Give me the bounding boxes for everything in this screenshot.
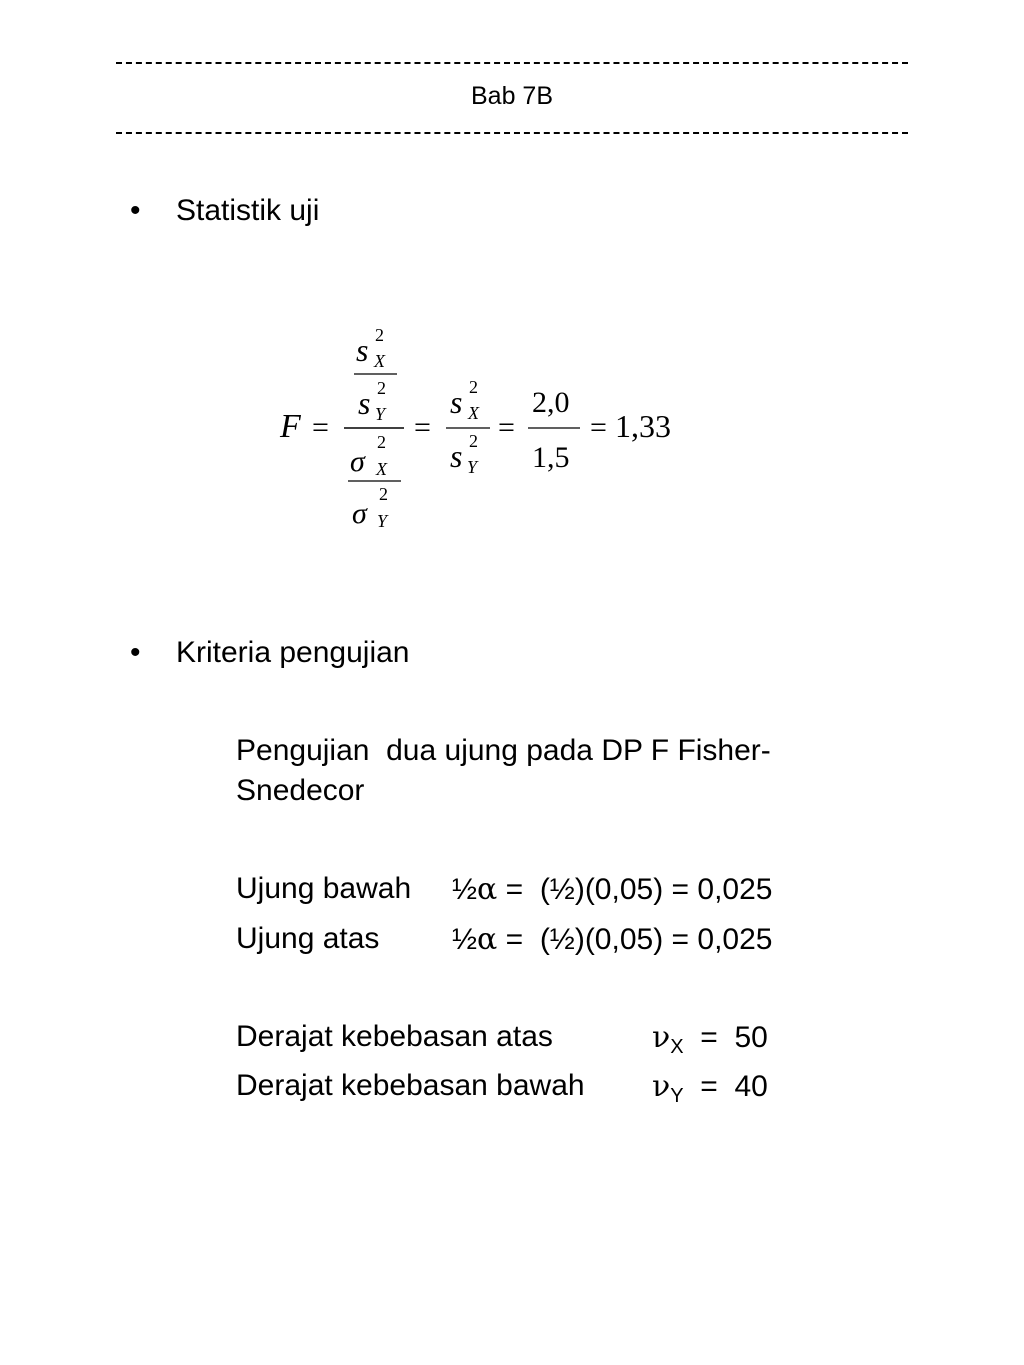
section-heading-statistik-uji: Statistik uji xyxy=(176,194,320,227)
half-symbol: ½ xyxy=(452,923,478,956)
test-type-line-2: Snedecor xyxy=(236,774,365,807)
formula-exp: 2 xyxy=(469,377,478,397)
formula-eq-2: = xyxy=(414,411,431,444)
nu-symbol: ν xyxy=(652,1020,671,1055)
formula-exp: 2 xyxy=(469,431,478,451)
formula-eq-1: = xyxy=(312,411,329,444)
formula-sigma: σ xyxy=(352,497,367,530)
f-statistic-formula xyxy=(270,315,700,545)
bullet-marker: • xyxy=(130,636,141,669)
formula-lhs: F xyxy=(280,408,301,445)
formula-sub: Y xyxy=(377,511,388,531)
nu-symbol: ν xyxy=(652,1069,671,1104)
formula-s: s xyxy=(356,332,369,368)
formula-denominator: 1,5 xyxy=(532,441,570,474)
bullet-marker: • xyxy=(130,194,141,227)
alpha-symbol: α xyxy=(477,922,498,957)
formula-sub: X xyxy=(468,403,479,423)
formula-s: s xyxy=(358,385,371,421)
formula-numerator: 2,0 xyxy=(532,386,570,419)
formula-s: s xyxy=(450,384,463,420)
df-upper-value: = 50 xyxy=(683,1021,768,1054)
formula-sub: X xyxy=(374,351,385,371)
alpha-symbol: α xyxy=(477,872,498,907)
upper-tail-label: Ujung atas xyxy=(236,922,380,955)
lower-tail-expression xyxy=(452,872,772,907)
df-upper-expression xyxy=(652,1020,768,1059)
formula-exp: 2 xyxy=(379,484,388,504)
header-top-rule xyxy=(116,62,908,64)
formula-exp: 2 xyxy=(377,432,386,452)
half-symbol: ½ xyxy=(452,873,478,906)
formula-sub: Y xyxy=(467,457,478,477)
formula-s: s xyxy=(450,438,463,474)
lower-tail-label: Ujung bawah xyxy=(236,872,412,905)
formula-exp: 2 xyxy=(375,325,384,345)
formula-eq-3: = xyxy=(498,411,515,444)
section-heading-kriteria-pengujian: Kriteria pengujian xyxy=(176,636,410,669)
lower-tail-value: = (½)(0,05) = 0,025 xyxy=(497,873,773,906)
nu-subscript: Y xyxy=(670,1085,684,1107)
formula-sub: Y xyxy=(375,404,386,424)
df-lower-expression xyxy=(652,1069,768,1108)
formula-eq-4: = xyxy=(590,411,607,444)
formula-exp: 2 xyxy=(377,378,386,398)
upper-tail-value: = (½)(0,05) = 0,025 xyxy=(497,923,773,956)
df-lower-label: Derajat kebebasan bawah xyxy=(236,1069,585,1102)
page-header-title: Bab 7B xyxy=(470,82,553,110)
nu-subscript: X xyxy=(670,1036,684,1058)
df-lower-value: = 40 xyxy=(683,1070,768,1103)
header-bottom-rule xyxy=(116,132,908,134)
df-upper-label: Derajat kebebasan atas xyxy=(236,1020,553,1053)
test-type-line-1: Pengujian dua ujung pada DP F Fisher- xyxy=(236,734,771,767)
formula-result: 1,33 xyxy=(615,408,671,444)
upper-tail-expression xyxy=(452,922,772,957)
formula-sub: X xyxy=(376,459,387,479)
formula-sigma: σ xyxy=(350,445,365,478)
